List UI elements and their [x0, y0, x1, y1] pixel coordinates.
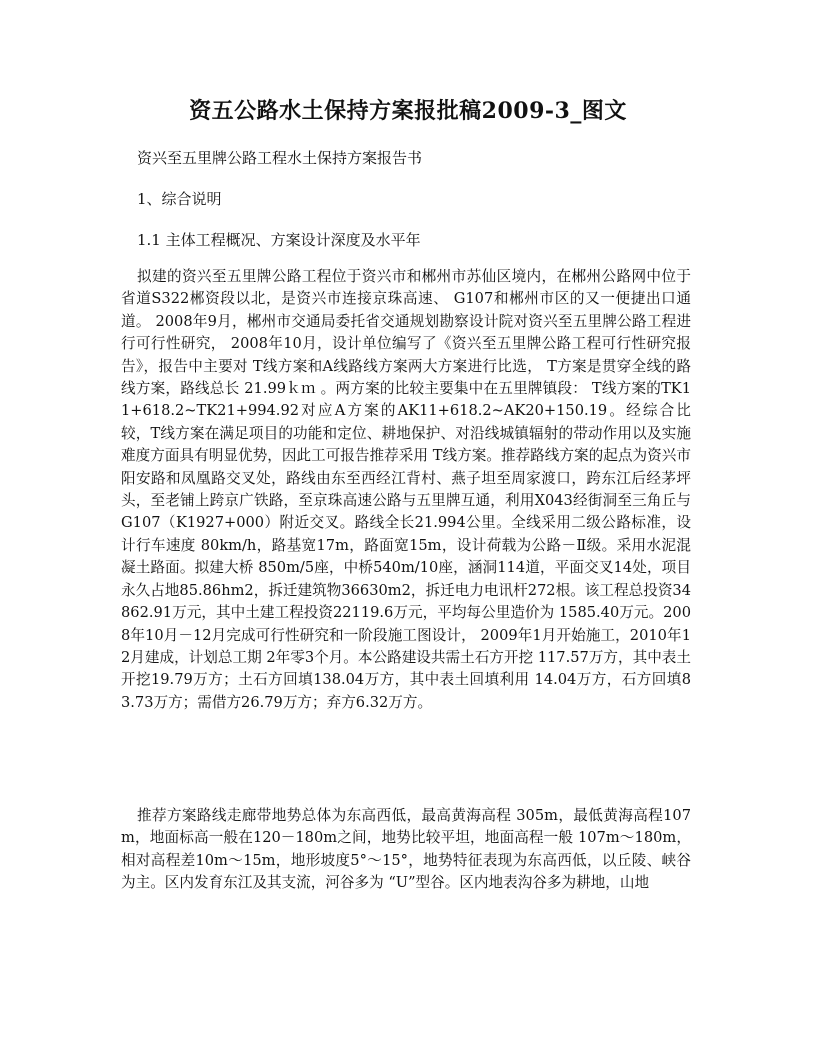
body-paragraph-2: 推荐方案路线走廊带地势总体为东高西低，最高黄海高程 305m，最低黄海高程107m，地面标高一般在120－180m之间，地势比较平坦，地面高程一般 107m～180m，相对高程差10m～15m，地形坡度5°～15°，地势特征表现为东高西低，以丘陵、峡谷为主。区内发育东江及其支流，河谷多为 “U”型谷。区内地表沟谷多为耕地，山地: [121, 807, 691, 892]
section-heading-1: 1、综合说明: [137, 190, 222, 208]
body-paragraph-1: 拟建的资兴至五里牌公路工程位于资兴市和郴州市苏仙区境内，在郴州公路网中位于省道S322郴资段以北，是资兴市连接京珠高速、 G107和郴州市区的又一便捷出口通道。 2008年9月，郴州市交通局委托省交通规划勘察设计院对资兴至五里牌公路工程进行可行性研究， 2008年10月，设计单位编写了《资兴至五里牌公路工程可行性研究报告》，报告中主要对 T线方案和A线路线方案两大方案进行比选， T方案是贯穿全线的路线方案，路线总长 21.99ｋｍ 。两方案的比较主要集中在五里牌镇段： T线方案的TK11+618.2~TK21+994.92对应A方案的AK11+618.2~AK20+150.19。经综合比较，T线方案在满足项目的功能和定位、耕地保护、对沿线城镇辐射的带动作用以及实施难度方面具有明显优势，因此工可报告推荐采用 T线方案。推荐路线方案的起点为资兴市阳安路和凤凰路交叉处，路线由东至西经江背村、燕子坦至周家渡口，跨东江后经茅坪头，至老铺上跨京广铁路，至京珠高速公路与五里牌互通，利用X043经街洞至三角丘与G107（K1927+000）附近交叉。路线全长21.994公里。全线采用二级公路标准，设计行车速度 80km/h，路基宽17m，路面宽15m，设计荷载为公路－Ⅱ级。采用水泥混凝土路面。拟建大桥 850m/5座，中桥540m/10座，涵洞114道，平面交叉14处，项目永久占地85.86hm2，拆迁建筑物36630m2，拆迁电力电讯杆272根。该工程总投资34862.91万元，其中土建工程投资22119.6万元，平均每公里造价为 1585.40万元。2008年10月－12月完成可行性研究和一阶段施工图设计， 2009年1月开始施工，2010年12月建成，计划总工期 2年零3个月。本公路建设共需土石方开挖 117.57万方，其中表土开挖19.79万方；土石方回填138.04万方，其中表土回填利用 14.04万方，石方回填83.73万方；需借方26.79万方；弃方6.32万方。: [121, 268, 691, 711]
report-subtitle: 资兴至五里牌公路工程水土保持方案报告书: [137, 149, 423, 167]
section-heading-1-1: 1.1 主体工程概况、方案设计深度及水平年: [137, 231, 421, 249]
document-title: 资五公路水土保持方案报批稿2009-3_图文: [189, 98, 627, 124]
